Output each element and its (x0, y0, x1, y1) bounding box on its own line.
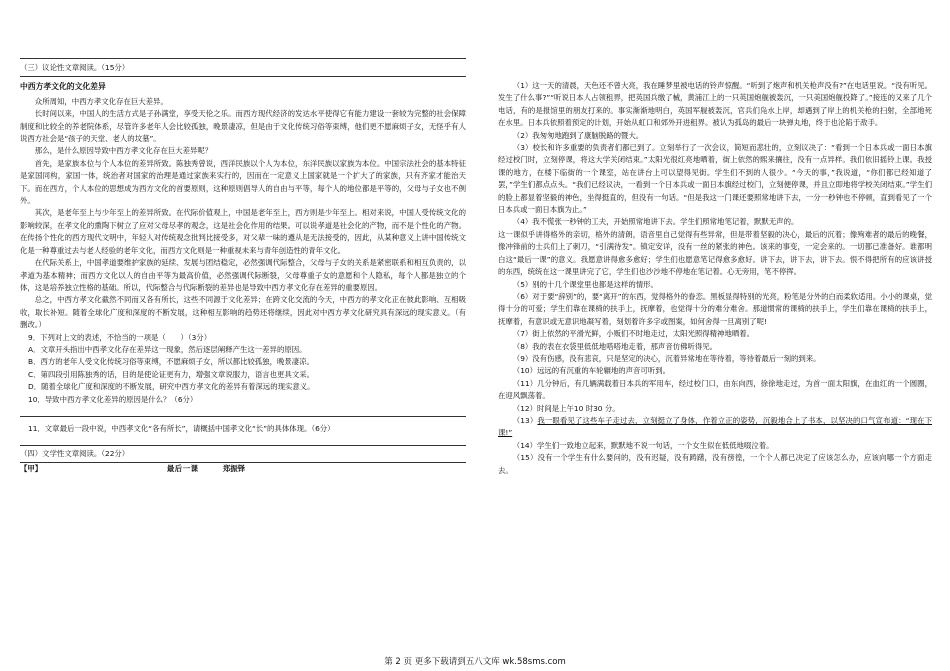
story-paragraph: （10）远远的有沉重的车轮辗地的声音可听到。 (512, 366, 671, 376)
question-9: 9．下列对上文的表述，不恰当的一项是（ ）（3分） (28, 332, 212, 342)
right-column (498, 80, 932, 477)
article-paragraph: 总之，中西方孝文化截然不同而又各有所长，这些不同源于文化差异；在跨文化交流的今天，中西方的孝文化正在彼此影响、互相吸收，取长补短。随着全球化广度和深度的不断发展，这种相互影响的趋势还将继续，因此对中西方孝文化研究具有深远的现实意义。（有删改。） (20, 295, 466, 330)
q9-option-d: D．随着全球化广度和深度的不断发展，研究中西方孝文化的差异有着深远的现实意义。 (28, 382, 315, 392)
q9-option-a: A．文章开头指出中西孝文化存在差异这一现象，然后逐层阐释产生这一差异的原因。 (28, 344, 307, 354)
story-paragraph: （8）我的表在衣袋里低低地嗒嗒地走着，那声音仿佛听得见。 (512, 341, 718, 351)
article-paragraph: 在代际关系上，中国孝道要维护家族的延续、发展与团结稳定，必然强调代际整合，父母与子女的关系是紧密联系和相互负责的，以孝道为基本精神；而西方文化以人的自由平等为最高价值，必然强调代际断裂，父母尊重子女的意愿和个人隐私，每个人都是独立的个体，这是培养独立性格的基础。所以，代际整合与代际断裂的差异也是导致中西方孝文化存在差异的重要原因。 (20, 258, 466, 292)
story-paragraph: （6）对于要“辞别”的，要“离开”的东西，觉得格外的眷恋。黑板显得特别的光亮，粉笔是分外的白而柔软适用。小小的课桌，觉得十分的可爱；学生们靠在课椅的扶手上，抚摩着，也觉得十分的难分难舍。那道惯常的课椅的扶手上，学生们靠在课椅的扶手上，抚摩着，有意识或无意识地凝写着，刻划着许多字或图案，如何舍得一旦离别了呢! (498, 291, 932, 326)
section4-heading: （四）文学性文章阅读。（22分） (20, 449, 130, 459)
section3-heading: （三）议论性文章阅读。（15分） (20, 63, 130, 72)
story-paragraph: （14）学生们一致地立起来，默默地不说一句话，一个女生似在低低地啜泣着。 (512, 440, 774, 450)
story-paragraph: （9）没有伤感，没有悲哀，只是坚定的决心，沉着异常地在等待着，等待着最后一刻的到来。 (512, 353, 821, 363)
jia-label: 【甲】 (20, 463, 43, 473)
story-paragraph: （4）我不慌张一秒钟的工夫，开始照常地讲下去。学生们照常地笔记着，默默无声的。 (512, 217, 799, 227)
article-paragraph: 众所周知，中西方孝文化存在巨大差异。 (34, 96, 168, 106)
story-header (20, 463, 466, 475)
question-11: 11．文章最后一段中说，中西孝文化“各有所长”，请概括中国孝文化“长”的具体体现。（6分） (28, 423, 335, 433)
p13-underlined-sentence: 我一眼看见了这些车子走过去，立刻挺立了身体，作着立正的姿势，沉毅地合上了书本，以坚决的口气宣布道：“现在下课!” (498, 415, 932, 438)
story-paragraph: （1）这一天的清晨，天色还不曾大亮，我在睡梦里被电话的铃声惊醒。“听到了炮声和机关枪声没有?”在电话里说。“没有听见。发生了什么事?”“听说日本人占领租界，把英国兵缴了械，黄浦江上的一只英国炮舰被轰沉，一只美国炮舰投降了。”接连的又来了几个电话，有的是报馆里的朋友打来的。事实渐渐地明白，英国军舰被轰沉，官兵们凫水上岸，却遇到了岸上的机关枪的扫射，全部地死在水里。日本兵依照着预定的计划，开始从虹口和郊外开进租界。被认为孤岛的最后一块弹丸地，终于也沦陷于敌手。 (498, 81, 933, 128)
story-paragraph: （11）几分钟后，有几辆满载着日本兵的军用车，经过校门口，由东向西，徐徐地走过，为首一面太阳旗，在血红的一个圆圈，在迎风飘荡着。 (498, 378, 932, 401)
article-paragraph: 长时间以来，中国人的生活方式是子孙满堂，享受天伦之乐。而西方现代经济的发达水平使得它有能力建设一套较为完整的社会保障制度和比较全的养老院体系，尽管许多老年人会比较孤独，晚景凄凉，但是由于文化传统习俗等束缚，他们更不愿麻烦子女，无怪乎有人说西方社会是“孩子的天堂、老人的坟墓”。 (20, 109, 466, 144)
page-footer: 第 2 页 更多下载请到五八文库 wk.58sms.com (384, 657, 566, 667)
story-paragraph: （5）别的十几个课堂里也都是这样的情形。 (512, 279, 658, 289)
story-paragraph: （3）校长和许多重要的负责者们都已到了。立刻举行了一次会议，简短而悲壮的，立刻议决了：“看到一个日本兵或一面日本旗经过校门时，立刻停课，将这大学关闭结束。”太阳光很红亮地晒着，街上依然的熙来攘往，没有一点异样。我们依旧摇铃上课。我授课的地方，在楼下临街的一个课室，站在讲台上可以望得见街。学生们不到的人很少。“今天的事，”我说道，“你们都已经知道了罢，”学生们都点点头。“我们已经议决，一看到一个日本兵或一面日本旗经过校门，立刻便停课，并且立即地将学校关闭结束。”学生们的脸上都显着坚毅的神色，坐得挺直的，但没有一句话。“但是我这一门课还要照常地讲下去，一分一秒钟也不停顿，直到看见了一个日本兵或一面日本旗为止。” (498, 143, 932, 215)
story-paragraph: （7）街上依然的平滑光鲜，小贩们不时地走过，太阳光照得精神地晒着。 (512, 329, 755, 339)
p13-number: （13） (512, 415, 538, 425)
story-title: 最后一课 (166, 463, 199, 473)
q9-option-b: B．西方的老年人受文化传统习俗等束缚，不愿麻烦子女，所以都比较孤独，晚景凄凉。 (28, 357, 314, 367)
article-paragraph: 首先，是家族本位与个人本位的差异所致。陈独秀曾说，西洋民族以个人为本位，东洋民族以家族为本位。中国宗法社会的基本特征是家国同构，家国一体，统治者对国家的治理是通过家族来实行的，因而在一定意义上国家就是一个扩大了的家族，只有齐家才能治天下。而在西方，个人本位的思想成为西方文化的首要原则，这种原则倡导人的自由与平等，每个人的地位都是平等的，父母与子女也不例外。 (20, 158, 466, 206)
story-paragraph: 这一课似乎讲得格外的亲切，格外的清朗，语音里自己觉得有些异常，但是带着坚毅的决心，最后的沉着；像殉难者的最后的晚餐，像冲锋前的士兵们上了刺刀，“引满待发”。镇定安详，没有一丝的紧张的神色。该来的事变，一定会来的。一切都已准备好。谁都明白这“最后一课”的意义。我愿意讲得愈多愈好；学生们也愿意笔记得愈多愈好。讲下去，讲下去，讲下去。恨不得把所有的应该讲授的东西，统统在这一课里讲完了它，学生们也沙沙地不停地在笔记着。心无旁用，笔不停挥。 (498, 229, 932, 277)
question-10: 10．导致中西方孝文化差异的原因是什么？（6分） (28, 394, 198, 404)
story-paragraph: （2）我匆匆地跑到了康脑脱路的暨大。 (512, 130, 644, 140)
q9-option-c: C．第四段引用陈独秀的话，目的是使论证更有力，增强文章说服力，语言也更具文采。 (28, 369, 315, 379)
left-column (20, 58, 466, 475)
story-paragraph-13 (498, 415, 932, 440)
article-paragraph: 其次，是老年至上与少年至上的差异所致。在代际价值观上，中国是老年至上，西方则是少年至上。相对来说，中国人受传统文化的影响较深，在孝文化的熏陶下树立了应对父母尽孝的观念，这是社会化作用的结果。可以说孝道是社会化的产物，而不是个性化的产物。在传扬个性化的西方现代文明中，年轻人对传统观念批判比接受多，对父辈一味的遵从是无法接受的，因此，从某种意义上讲中国传统文化是一种尊重过去与老人经验的老年文化，而西方文化则是一种重视未来与青年创造性的青年文化。 (20, 208, 466, 255)
article-title: 中西方孝文化的文化差异 (20, 82, 106, 92)
section3-rule (20, 76, 466, 77)
story-paragraph: （15）没有一个学生有什么要问的，没有迟疑，没有踌躇，没有徬徨，一个个人都已决定了应该怎么办，应该向哪一个方面走去。 (498, 453, 932, 475)
story-paragraph: （12）时间是上午10 时30 分。 (512, 403, 620, 413)
story-author: 郑振铎 (222, 463, 246, 473)
article-paragraph: 那么，是什么原因导致中西方孝文化存在巨大差异呢？ (34, 146, 213, 156)
